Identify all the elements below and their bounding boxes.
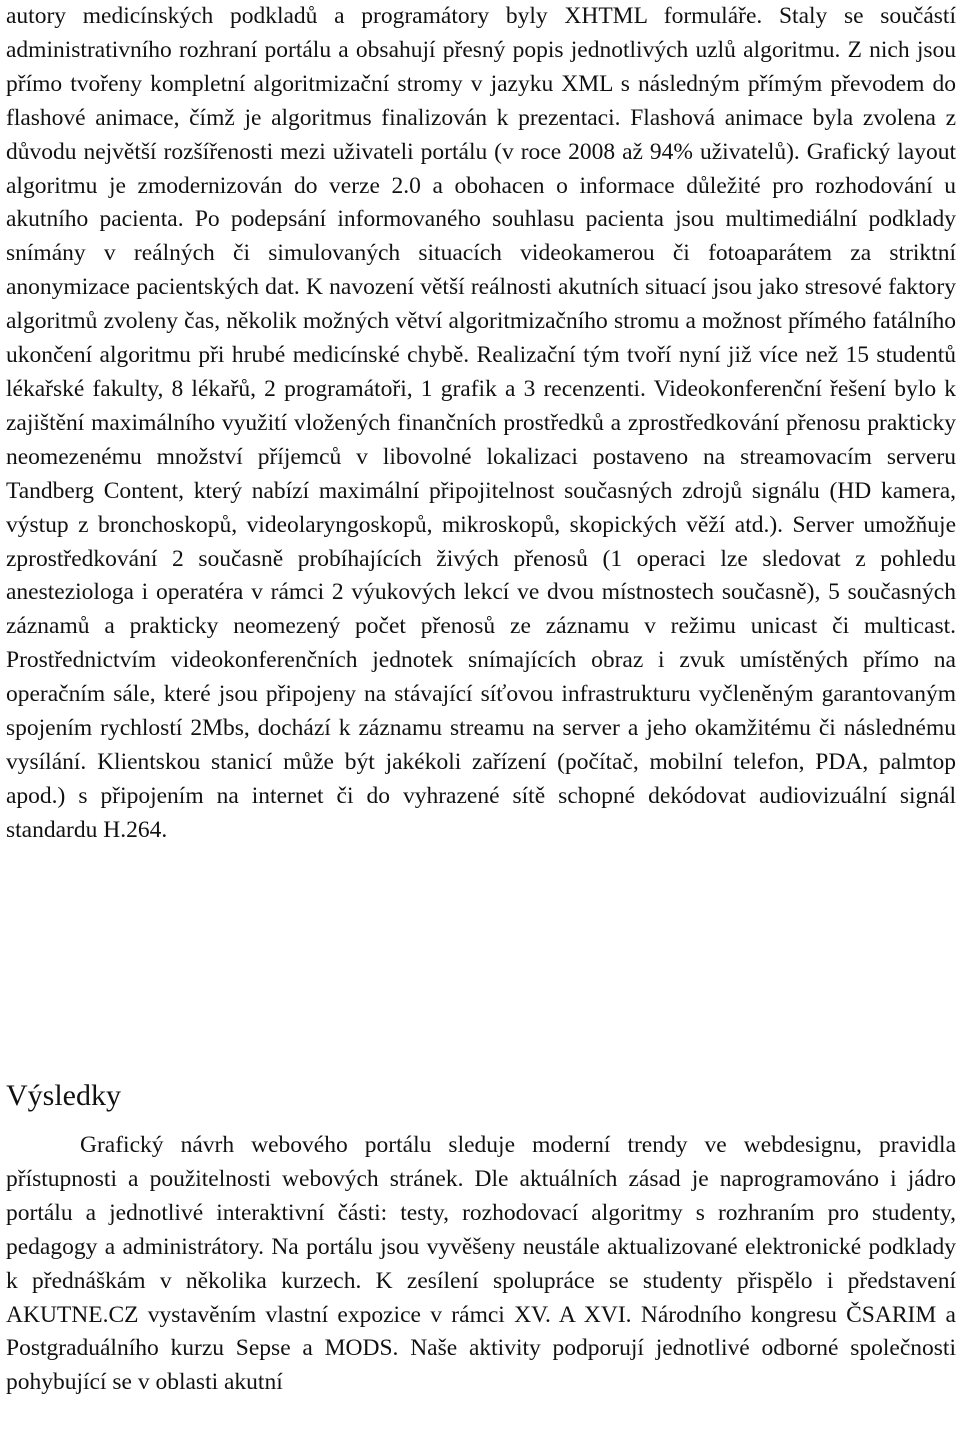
- paragraph-continued: autory medicínských podkladů a programátory byly XHTML formuláře. Staly se součástí administrativního rozhraní portálu a obsahují přesný popis jednotlivých uzlů algoritmu. Z nich jsou přímo tvořeny kompletní algoritmizační stromy v jazyku XML s následným přímým převodem do flashové animace, čímž je algoritmus finalizován k prezentaci. Flashová animace byla zvolena z důvodu největší rozšířenosti mezi uživateli portálu (v roce 2008 až 94% uživatelů). Grafický layout algoritmu je zmodernizován do verze 2.0 a obohacen o informace důležité pro rozhodování u akutního pacienta. Po podepsání informovaného souhlasu pacienta jsou multimediální podklady snímány v reálných či simulovaných situacích videokamerou či fotoaparátem za striktní anonymizace pacientských dat. K navození větší reálnosti akutních situací jsou jako stresové faktory algoritmů zvoleny čas, několik možných větví algoritmizačního stromu a možnost přímého fatálního ukončení algoritmu při hrubé medicínské chybě. Realizační tým tvoří nyní již více než 15 studentů lékařské fakulty, 8 lékařů, 2 programátoři, 1 grafik a 3 recenzenti. Videokonferenční řešení bylo k zajištění maximálního využití vložených finančních prostředků a zprostředkování přenosu prakticky neomezenému množství příjemců v libovolné lokalizaci postaveno na streamovacím serveru Tandberg Content, který nabízí maximální připojitelnost současných zdrojů signálu (HD kamera, výstup z bronchoskopů, videolaryngoskopů, mikroskopů, skopických věží atd.). Server umožňuje zprostředkování 2 současně probíhajících živých přenosů (1 operaci lze sledovat z pohledu anesteziologa i operatéra v rámci 2 výukových lekcí ve dvou místnostech současně), 5 současných záznamů a prakticky neomezený počet přenosů ze záznamu v režimu unicast či multicast. Prostřednictvím videokonferenčních jednotek snímajících obraz i zvuk umístěných přímo na operačním sále, které jsou připojeny na stávající síťovou infrastrukturu vyčleněným garantovaným spojením rychlostí 2Mbs, dochází k záznamu streamu na server a jeho okamžitému či následnému vysílání. Klientskou stanicí může být jakékoli zařízení (počítač, mobilní telefon, PDA, palmtop apod.) s připojením na internet či do vyhrazené sítě schopné dekódovat audiovizuální signál standardu H.264.: [6, 3, 956, 843]
- section-heading-results: Výsledky: [6, 1079, 121, 1112]
- paragraph-results: Grafický návrh webového portálu sleduje moderní trendy ve webdesignu, pravidla přístupnosti a použitelnosti webových stránek. Dle aktuálních zásad je naprogramováno i jádro portálu a jednotlivé interaktivní části: testy, rozhodovací algoritmy s rozhraním pro studenty, pedagogy a administrátory. Na portálu jsou vyvěšeny neustále aktualizované elektronické podklady k přednáškám v několika kurzech. K zesílení spolupráce se studenty přispělo i představení AKUTNE.CZ vystavěním vlastní expozice v rámci XV. A XVI. Národního kongresu ČSARIM a Postgraduálního kurzu Sepse a MODS. Naše aktivity podporují jednotlivé odborné společnosti pohybující se v oblasti akutní: [6, 1132, 956, 1396]
